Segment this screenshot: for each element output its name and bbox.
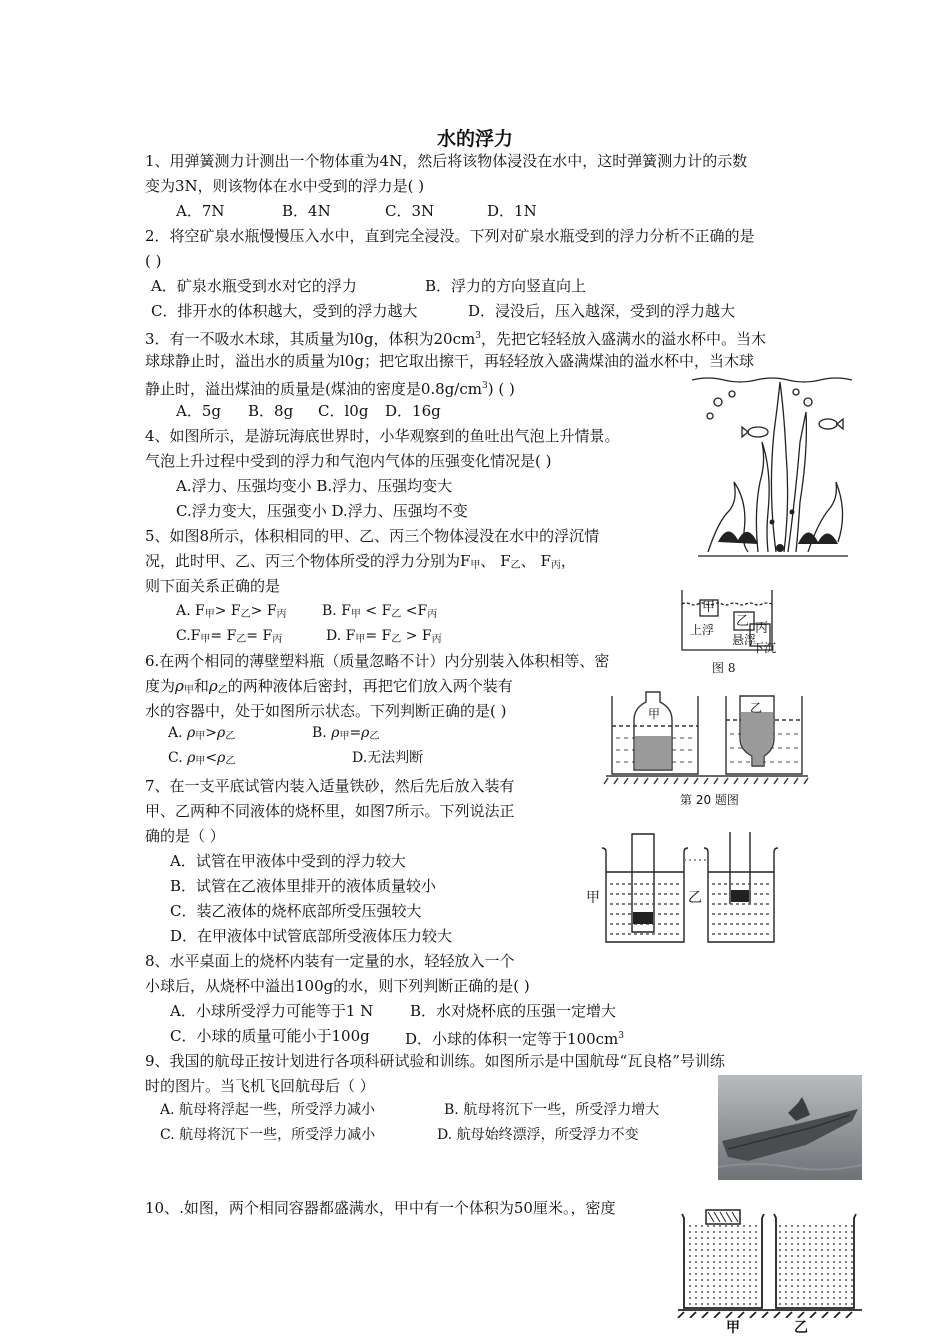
q6-option-c: C. $\rho_甲<\rho_乙$: [168, 750, 236, 767]
q5-option-a: A. $F_甲> F_乙> F_丙$: [176, 603, 287, 620]
q3-option-a: A．5g: [176, 402, 221, 420]
fig10-label-yi: 乙: [794, 1320, 808, 1336]
q6-option-b: B. $\rho_甲=\rho_乙$: [312, 725, 380, 742]
q1-line-1: 1、用弹簧测力计测出一个物体重为4N，然后将该物体浸没在水中，这时弹簧测力计的示数: [145, 152, 748, 170]
q8-line-2: 小球后，从烧杯中溢出100g的水，则下列判断正确的是( ): [145, 977, 530, 995]
figure-10: [676, 1206, 866, 1342]
q1-option-b: B．4N: [282, 202, 331, 220]
q9-option-a: A. 航母将浮起一些，所受浮力减小: [160, 1102, 376, 1118]
fig8-label-shangfu: 上浮: [690, 623, 715, 637]
fig8-label-xuanfu: 悬浮: [732, 633, 757, 647]
q6-line-2: 度为$\rho_甲$和$\rho_乙$的两种液体后密封，再把它们放入两个装有: [145, 677, 513, 696]
fig8-label-xiachen: 下沉: [752, 641, 777, 655]
figure-20: [602, 686, 812, 810]
q1-option-a: A．7N: [176, 202, 225, 220]
q2-option-b: B．浮力的方向竖直向上: [425, 277, 587, 295]
q3-option-d: D．16g: [385, 402, 441, 420]
fig7-label-yi: 乙: [688, 890, 702, 906]
q1-option-c: C．3N: [385, 202, 435, 220]
q9-option-c: C. 航母将沉下一些，所受浮力减小: [160, 1127, 376, 1143]
fig7-label-jia: 甲: [586, 890, 600, 906]
q7-line-3: 确的是（ ）: [145, 827, 225, 845]
q5-option-d: D. $F_甲= F_乙 > F_丙$: [326, 628, 442, 645]
q5-option-c: $C.F_甲= F_乙= F_丙$: [176, 628, 283, 645]
fig20-label-jia: 甲: [648, 707, 661, 721]
q6-option-d: D.无法判断: [352, 750, 424, 766]
q2-line-2: ( ): [145, 252, 162, 270]
q3-option-c: C．l0g: [318, 402, 369, 420]
figure-8: [676, 586, 776, 676]
q2-line-1: 2．将空矿泉水瓶慢慢压入水中，直到完全浸没。下列对矿泉水瓶受到的浮力分析不正确的是: [145, 227, 755, 245]
fig10-label-jia: 甲: [726, 1320, 740, 1336]
fig8-label-yi: 乙: [736, 614, 750, 629]
aircraft-carrier-photo: [718, 1075, 862, 1180]
q5-line-1: 5、如图8所示，体积相同的甲、乙、丙三个物体浸没在水中的浮沉情: [145, 527, 600, 545]
q1-option-d: D．1N: [487, 202, 537, 220]
q9-line-1: 9、我国的航母正按计划进行各项科研试验和训练。如图所示是中国航母“瓦良格”号训练: [145, 1052, 725, 1070]
q4-line-1: 4、如图所示，是游玩海底世界时，小华观察到的鱼吐出气泡上升情景。: [145, 427, 620, 445]
page-title: 水的浮力: [436, 128, 513, 150]
figure-7: [586, 832, 786, 946]
q8-option-a: A．小球所受浮力可能等于1 N: [170, 1002, 374, 1020]
q3-line-2: 球球静止时，溢出水的质量为l0g；把它取出擦干，再轻轻放入盛满煤油的溢水杯中，当木球: [145, 352, 754, 370]
q4-line-2: 气泡上升过程中受到的浮力和气泡内气体的压强变化情况是( ): [145, 452, 552, 470]
q9-line-2: 时的图片。当飞机飞回航母后（ ）: [145, 1077, 375, 1095]
q7-line-1: 7、在一支平底试管内装入适量铁砂，然后先后放入装有: [145, 777, 515, 795]
q7-line-2: 甲、乙两种不同液体的烧杯里，如图7所示。下列说法正: [145, 802, 515, 820]
fig8-caption: 图 8: [712, 661, 736, 675]
q8-option-c: C．小球的质量可能小于100g: [170, 1027, 370, 1045]
q7-option-c: C．装乙液体的烧杯底部所受压强较大: [170, 902, 422, 920]
fig20-label-yi: 乙: [750, 701, 763, 715]
q5-option-b: B. $F_甲 < F_乙 <F_丙$: [322, 603, 438, 620]
q5-line-2: 况，此时甲、乙、丙三个物体所受的浮力分别为$F_甲$、 $F_乙$、 $F_丙$，: [145, 552, 576, 571]
q10-line-1: 10、.如图，两个相同容器都盛满水，甲中有一个体积为50厘米。，密度: [145, 1199, 616, 1217]
fig8-label-jia: 甲: [702, 600, 716, 615]
q1-line-2: 变为3N，则该物体在水中受到的浮力是( ): [145, 177, 425, 195]
q8-option-b: B．水对烧杯底的压强一定增大: [410, 1002, 617, 1020]
q2-option-d: D．浸没后，压入越深，受到的浮力越大: [468, 302, 736, 320]
q2-option-a: A．矿泉水瓶受到水对它的浮力: [151, 277, 357, 295]
q6-option-a: A. $\rho_甲>\rho_乙$: [168, 725, 236, 742]
q4-options-ab: A.浮力、压强均变小 B.浮力、压强均变大: [176, 477, 453, 495]
q9-option-b: B. 航母将沉下一些，所受浮力增大: [444, 1102, 660, 1118]
fig8-label-bing: 丙: [755, 621, 769, 636]
q7-option-d: D．在甲液体中试管底部所受液体压力较大: [170, 927, 453, 945]
q5-line-3: 则下面关系正确的是: [145, 577, 281, 595]
q7-option-b: B．试管在乙液体里排开的液体质量较小: [170, 877, 437, 895]
q6-line-1: 6.在两个相同的薄壁塑料瓶（质量忽略不计）内分别装入体积相等、密: [145, 652, 610, 670]
q8-line-1: 8、水平桌面上的烧杯内装有一定量的水，轻轻放入一个: [145, 952, 515, 970]
q8-option-d: D．小球的体积一定等于$100cm^3$: [405, 1030, 625, 1048]
q3-line-1: 3．有一不吸水木球，其质量为l0g，体积为$20cm^3$，先把它轻轻放入盛满水的溢水杯中。当木: [145, 330, 766, 348]
q9-option-d: D. 航母始终漂浮，所受浮力不变: [437, 1127, 639, 1143]
q7-option-a: A．试管在甲液体中受到的浮力较大: [170, 852, 406, 870]
q6-line-3: 水的容器中，处于如图所示状态。下列判断正确的是( ): [145, 702, 507, 720]
q3-line-3: 静止时，溢出煤油的质量是(煤油的密度是$0.8g/cm^3$) ( ): [145, 380, 515, 398]
q3-option-b: B．8g: [248, 402, 294, 420]
seaweed-figure: [688, 372, 856, 562]
fig20-caption: 第 20 题图: [680, 793, 739, 807]
q2-option-c: C．排开水的体积越大，受到的浮力越大: [151, 302, 418, 320]
q4-options-cd: C.浮力变大，压强变小 D.浮力、压强均不变: [176, 502, 468, 520]
